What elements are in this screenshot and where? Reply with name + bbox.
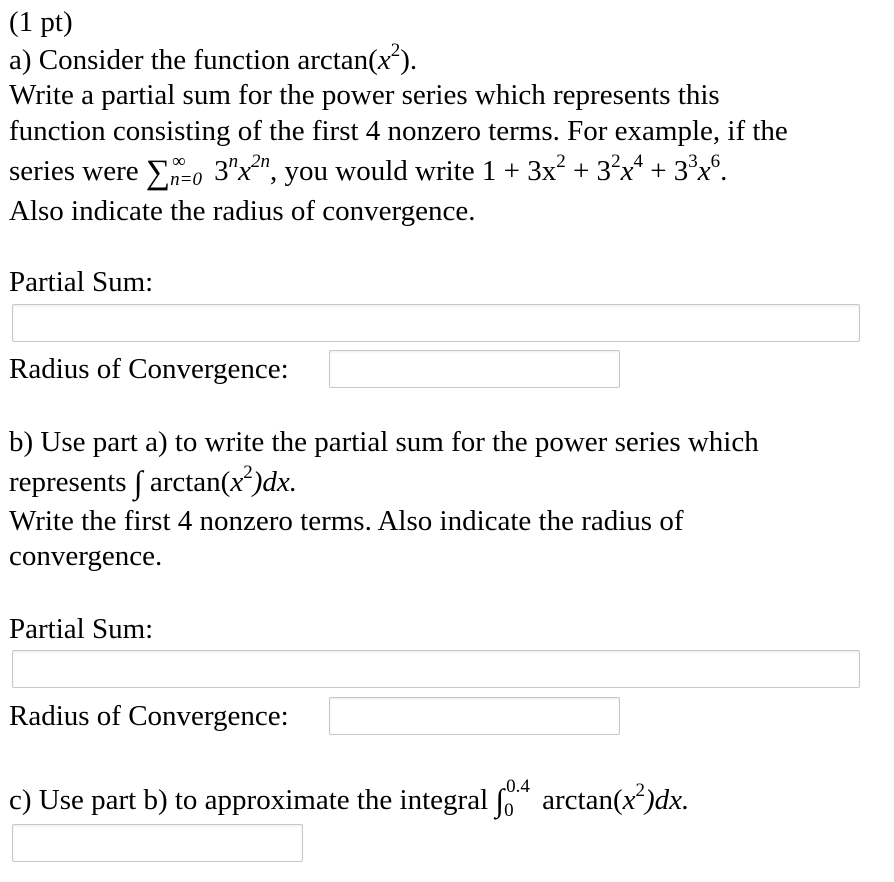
part-a-instruction-1: Write a partial sum for the power series which represents this (9, 79, 720, 111)
part-b-integral-line: represents ∫ $\arctan(x^2)dx$. (9, 462, 297, 500)
part-b-instruction-2: Write the first 4 nonzero terms. Also indicate the radius of (9, 505, 684, 537)
part-a-instruction-3: Also indicate the radius of convergence. (9, 195, 476, 227)
part-a-intro: a) Consider the function $\arctan(x^2)$. (9, 40, 418, 76)
part-a-partial-sum-input[interactable] (12, 304, 860, 342)
part-c-answer-input[interactable] (12, 824, 303, 862)
part-a-radius-label: Radius of Convergence: (9, 353, 289, 385)
part-a-instruction-2: function consisting of the first 4 nonzero terms. For example, if the (9, 115, 788, 147)
part-b-instruction-3: convergence. (9, 540, 163, 572)
integral-symbol: ∫ (133, 464, 143, 500)
part-a-partial-sum-label: Partial Sum: (9, 266, 154, 298)
part-b-radius-input[interactable] (329, 697, 620, 735)
part-b-instruction-1: b) Use part a) to write the partial sum for the power series which (9, 426, 759, 458)
integral-symbol: ∫ (495, 782, 505, 818)
points-label: (1 pt) (9, 6, 73, 38)
part-b-partial-sum-input[interactable] (12, 650, 860, 688)
part-b-radius-label: Radius of Convergence: (9, 700, 289, 732)
part-a-example-line: series were ∑ ∞ n=0 $3^nx^{2n}$, you would write $1 + 3x^2 + 3^2x^4 + 3^3x^6$. (9, 151, 728, 191)
part-b-partial-sum-label: Partial Sum: (9, 613, 154, 645)
part-c-instruction: c) Use part b) to approximate the integral ∫ 0.4 0 $\arctan(x^2)dx$. (9, 776, 690, 822)
part-a-radius-input[interactable] (329, 350, 620, 388)
summation-symbol: ∑ (145, 154, 171, 191)
